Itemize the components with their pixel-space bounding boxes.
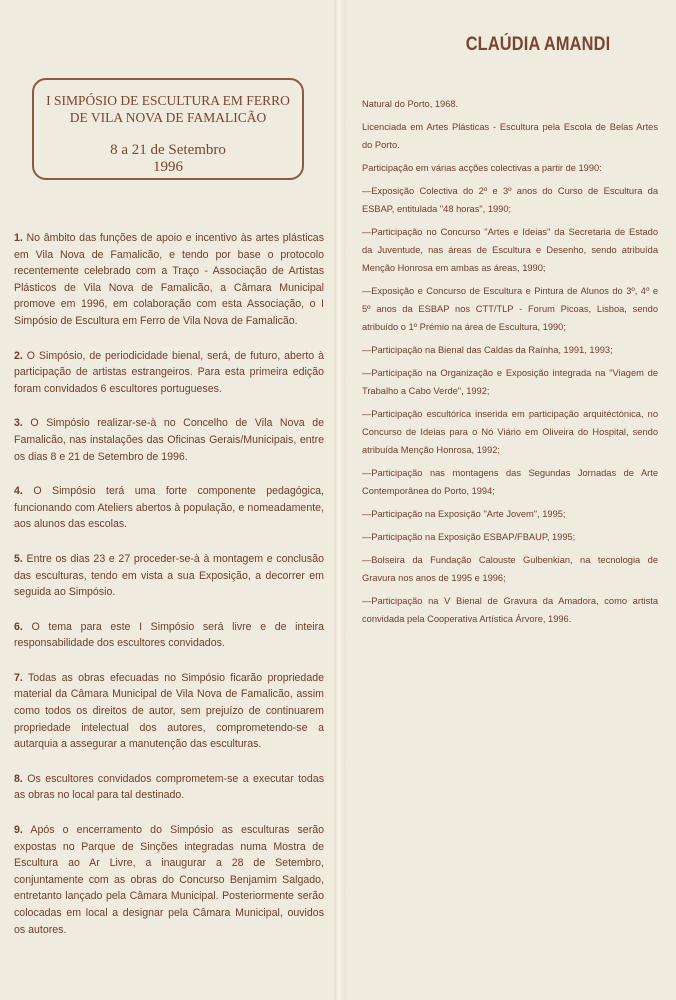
rule-text: Todas as obras efecuadas no Simpósio ficarão propriedade material da Câmara Municipal de Vila Nova de Famalicão, assim como todos os direitos de autor, sem prejuízo de continuarem propriedade intelectual dos autores, comprometendo-se a autarquia a assegurar a manutenção das esculturas. (14, 671, 324, 751)
rule-item (14, 483, 324, 533)
bio-line: —Participação escultórica inserida em participação arquitéctónica, no Concurso de Ideias para o Nó Viário em Oliveira do Hospital, sendo atribuída Menção Honrosa, 1992; (362, 409, 658, 455)
bio-line: —Exposição Colectiva do 2º e 3º anos do Curso de Escultura da ESBAP, entitulada "48 horas", 1990; (362, 186, 658, 214)
rule-item (14, 670, 324, 753)
rule-item (14, 551, 324, 601)
bio-line: Natural do Porto, 1968. (362, 99, 459, 109)
bio-line: —Participação na Exposição "Arte Jovem", 1995; (362, 509, 566, 519)
artist-name: CLAÚDIA AMANDI (465, 34, 611, 55)
rule-item (14, 415, 324, 465)
rule-item (14, 619, 324, 652)
rules-list (14, 230, 324, 956)
left-page (14, 0, 324, 1000)
rule-text: Os escultores convidados comprometem-se a executar todas as obras no local para tal destinado. (14, 772, 324, 802)
bio-line: —Bolseira da Fundação Calouste Gulbenkian, na tecnologia de Gravura nos anos de 1995 e 1996; (362, 555, 658, 583)
bio-line: —Participação nas montagens das Segundas Jornadas de Arte Contemporânea do Porto, 1994; (362, 468, 658, 496)
rule-number: 8. (14, 772, 23, 785)
rule-number: 9. (14, 824, 23, 837)
rule-item (14, 822, 324, 938)
bio-line: —Participação no Concurso "Artes e Ideias" da Secretaria de Estado da Juventude, nas áreas de Escultura e Desenho, sendo atribuída Menção Honrosa em ambas as áreas, 1990; (362, 227, 658, 273)
rule-number: 5. (14, 552, 23, 565)
bio-line: Participação em várias acções colectivas a partir de 1990: (362, 163, 602, 173)
bio-line: Licenciada em Artes Plásticas - Escultura pela Escola de Belas Artes do Porto. (362, 122, 658, 150)
rule-item (14, 230, 324, 330)
bio-line: —Participação na Bienal das Caldas da Raínha, 1991, 1993; (362, 345, 613, 355)
page-fold (334, 0, 346, 1000)
rule-number: 1. (14, 232, 23, 244)
symposium-title-line2: DE VILA NOVA DE FAMALICÃO (69, 110, 267, 125)
rule-text: Entre os dias 23 e 27 proceder-se-à à montagem e conclusão das esculturas, tendo em vista a sua Exposição, a decorrer em seguida ao Simpósio. (14, 552, 324, 599)
rule-number: 6. (14, 620, 23, 633)
symposium-year: 1996 (153, 159, 183, 175)
artist-bio (362, 95, 658, 633)
rule-text: O Simpósio terá uma forte componente pedagógica, funcionando com Ateliers abertos à população, e nomeadamente, aos alunos das escolas. (14, 485, 324, 531)
bio-line: —Exposição e Concurso de Escultura e Pintura de Alunos do 3º, 4º e 5º anos da ESBAP nos CTT/TLP - Forum Picoas, Lisboa, sendo atribuído o 1º Prémio na área de Escultura, 1990; (362, 286, 658, 332)
rule-text: O tema para este I Simpósio será livre e de inteira responsabilidade dos escultores convidados. (14, 620, 324, 650)
rule-number: 3. (14, 417, 23, 430)
title-box (32, 78, 304, 180)
rule-item (14, 348, 324, 398)
rule-text: Após o encerramento do Simpósio as esculturas serão expostas no Parque de Sinções integradas numa Mostra de Escultura ao Ar Livre, a inaugurar a 28 de Setembro, conjuntamente com as obras do Concurso Benjamim Salgado, entretanto lançado pela Câmara Municipal. Posteriormente serão colocadas em local a designar pela Câmara Municipal, ouvidos os autores. (14, 824, 325, 936)
bio-line: —Participação na Exposição ESBAP/FBAUP, 1995; (362, 532, 576, 542)
bio-line: —Participação na V Bienal de Gravura da Amadora, como artista convidada pela Cooperativa Artística Árvore, 1996. (362, 596, 658, 624)
rule-number: 7. (14, 671, 23, 684)
rule-item (14, 771, 324, 804)
rule-text: O Simpósio realizar-se-à no Concelho de Vila Nova de Famalicão, nas instalações das Oficinas Gerais/Municipais, entre os dias 8 e 21 de Setembro de 1996. (14, 417, 324, 463)
symposium-title-line1: I SIMPÓSIO DE ESCULTURA EM FERRO (46, 93, 290, 108)
bio-line: —Participação na Organização e Exposição integrada na "Viagem de Trabalho a Cabo Verde", 1992; (362, 368, 658, 396)
right-page (362, 0, 658, 1000)
symposium-dates: 8 a 21 de Setembro (110, 142, 226, 158)
rule-number: 4. (14, 485, 23, 498)
rule-text: No âmbito das funções de apoio e incentivo às artes plásticas em Vila Nova de Famalicão, e tendo por base o protocolo recentemente celebrado com a Traço - Associação de Artistas Plásticos de Vila Nova de Famalicão, a Câmara Municipal promove em 1996, em colaboração com esta Associação, o I Simpósio de Escultura em Ferro de Vila Nova de Famalicão. (14, 232, 324, 327)
rule-text: O Simpósio, de periodicidade bienal, será, de futuro, aberto à participação de artistas estrangeiros. Para esta primeira edição foram convidados 6 escultores portugueses. (14, 349, 325, 395)
rule-number: 2. (14, 349, 23, 362)
